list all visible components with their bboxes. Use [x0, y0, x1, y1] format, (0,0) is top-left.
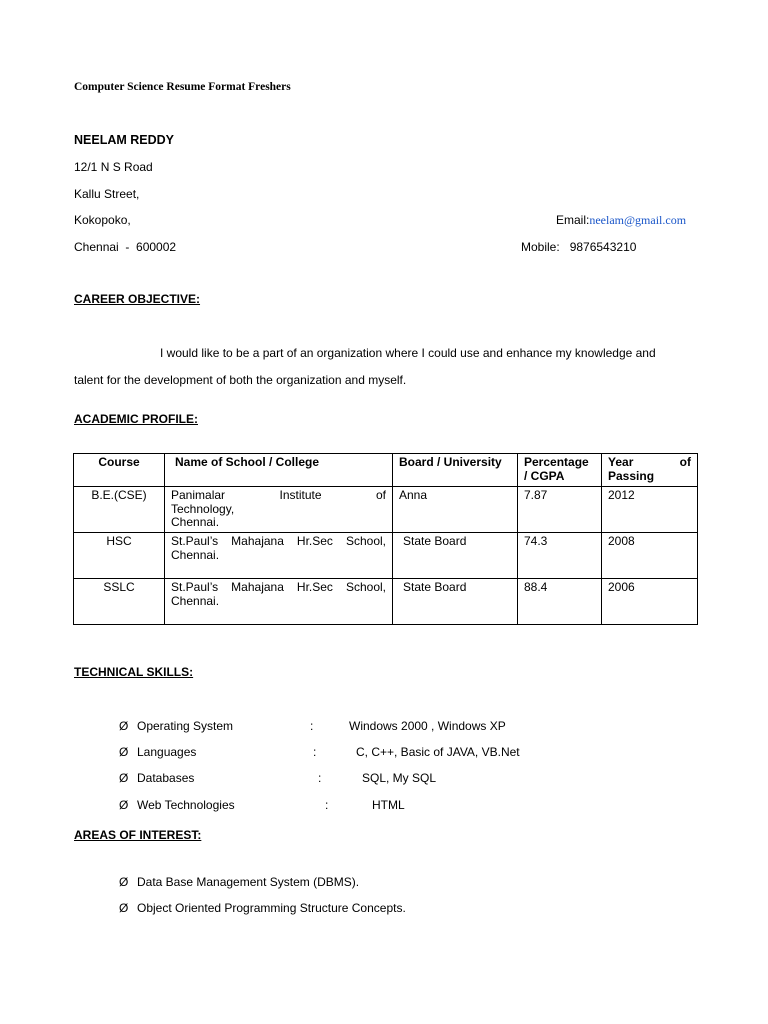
bullet-icon: Ø [119, 745, 129, 759]
interest-item [119, 875, 359, 889]
skill-label: Web Technologies [137, 798, 235, 812]
cell-percentage: 74.3 [518, 533, 602, 579]
bullet-icon: Ø [119, 771, 129, 785]
document-title: Computer Science Resume Format Freshers [74, 81, 291, 93]
skill-colon: : [310, 719, 314, 733]
mobile-label: Mobile: [521, 240, 560, 254]
interest-item [119, 901, 406, 915]
technical-skills-heading: TECHNICAL SKILLS: [74, 665, 194, 679]
skill-item-databases [119, 771, 719, 787]
cell-year: 2008 [602, 533, 698, 579]
cell-year: 2012 [602, 487, 698, 533]
cell-year: 2006 [602, 579, 698, 625]
cell-course: B.E.(CSE) [74, 487, 165, 533]
cell-course: SSLC [74, 579, 165, 625]
cell-board: State Board [393, 533, 518, 579]
bullet-icon: Ø [119, 901, 129, 915]
cell-school: St.Paul’s Mahajana Hr.Sec School, Chennai. [165, 533, 393, 579]
table-row [74, 579, 698, 625]
cell-percentage: 7.87 [518, 487, 602, 533]
address-line-4: Chennai - 600002 [74, 240, 177, 254]
address-line-1: 12/1 N S Road [74, 160, 153, 174]
skill-label: Operating System [137, 719, 234, 733]
email [556, 213, 686, 228]
table-header-row [74, 454, 698, 487]
cell-board: State Board [393, 579, 518, 625]
header-school: Name of School / College [165, 454, 393, 487]
career-objective-line-2: talent for the development of both the organization and myself. [74, 373, 407, 387]
cell-board: Anna [393, 487, 518, 533]
cell-percentage: 88.4 [518, 579, 602, 625]
skill-value: SQL, My SQL [362, 771, 437, 785]
skill-item-web [119, 798, 719, 814]
table-row [74, 533, 698, 579]
header-course: Course [74, 454, 165, 487]
skill-value: HTML [372, 798, 405, 812]
skill-colon: : [325, 798, 329, 812]
email-link[interactable]: neelam@gmail.com [589, 213, 687, 227]
cell-course: HSC [74, 533, 165, 579]
header-year: Year of Passing [602, 454, 698, 487]
skill-item-os [119, 719, 719, 735]
cell-school: St.Paul’s Mahajana Hr.Sec School, Chennai. [165, 579, 393, 625]
interest-text: Object Oriented Programming Structure Concepts. [137, 901, 406, 915]
areas-of-interest-heading: AREAS OF INTEREST: [74, 828, 202, 842]
skill-colon: : [313, 745, 317, 759]
cell-school: Panimalar Institute of Technology, Chennai. [165, 487, 393, 533]
academic-table [73, 453, 698, 625]
address-line-2: Kallu Street, [74, 187, 140, 201]
interest-text: Data Base Management System (DBMS). [137, 875, 360, 889]
address-line-3: Kokopoko, [74, 213, 131, 227]
table-row [74, 487, 698, 533]
candidate-name: NEELAM REDDY [74, 133, 175, 147]
bullet-icon: Ø [119, 875, 129, 889]
header-percentage: Percentage / CGPA [518, 454, 602, 487]
skill-label: Languages [137, 745, 197, 759]
header-board: Board / University [393, 454, 518, 487]
skill-value: C, C++, Basic of JAVA, VB.Net [356, 745, 520, 759]
email-label: Email: [556, 213, 590, 227]
bullet-icon: Ø [119, 798, 129, 812]
skill-value: Windows 2000 , Windows XP [349, 719, 506, 733]
mobile [521, 240, 636, 254]
bullet-icon: Ø [119, 719, 129, 733]
skill-label: Databases [137, 771, 195, 785]
skill-colon: : [318, 771, 322, 785]
skill-item-languages [119, 745, 719, 761]
academic-profile-heading: ACADEMIC PROFILE: [74, 412, 198, 426]
career-objective-heading: CAREER OBJECTIVE: [74, 292, 201, 306]
career-objective-line-1: I would like to be a part of an organization where I could use and enhance my knowledge and [160, 346, 656, 360]
mobile-number: 9876543210 [569, 240, 637, 254]
